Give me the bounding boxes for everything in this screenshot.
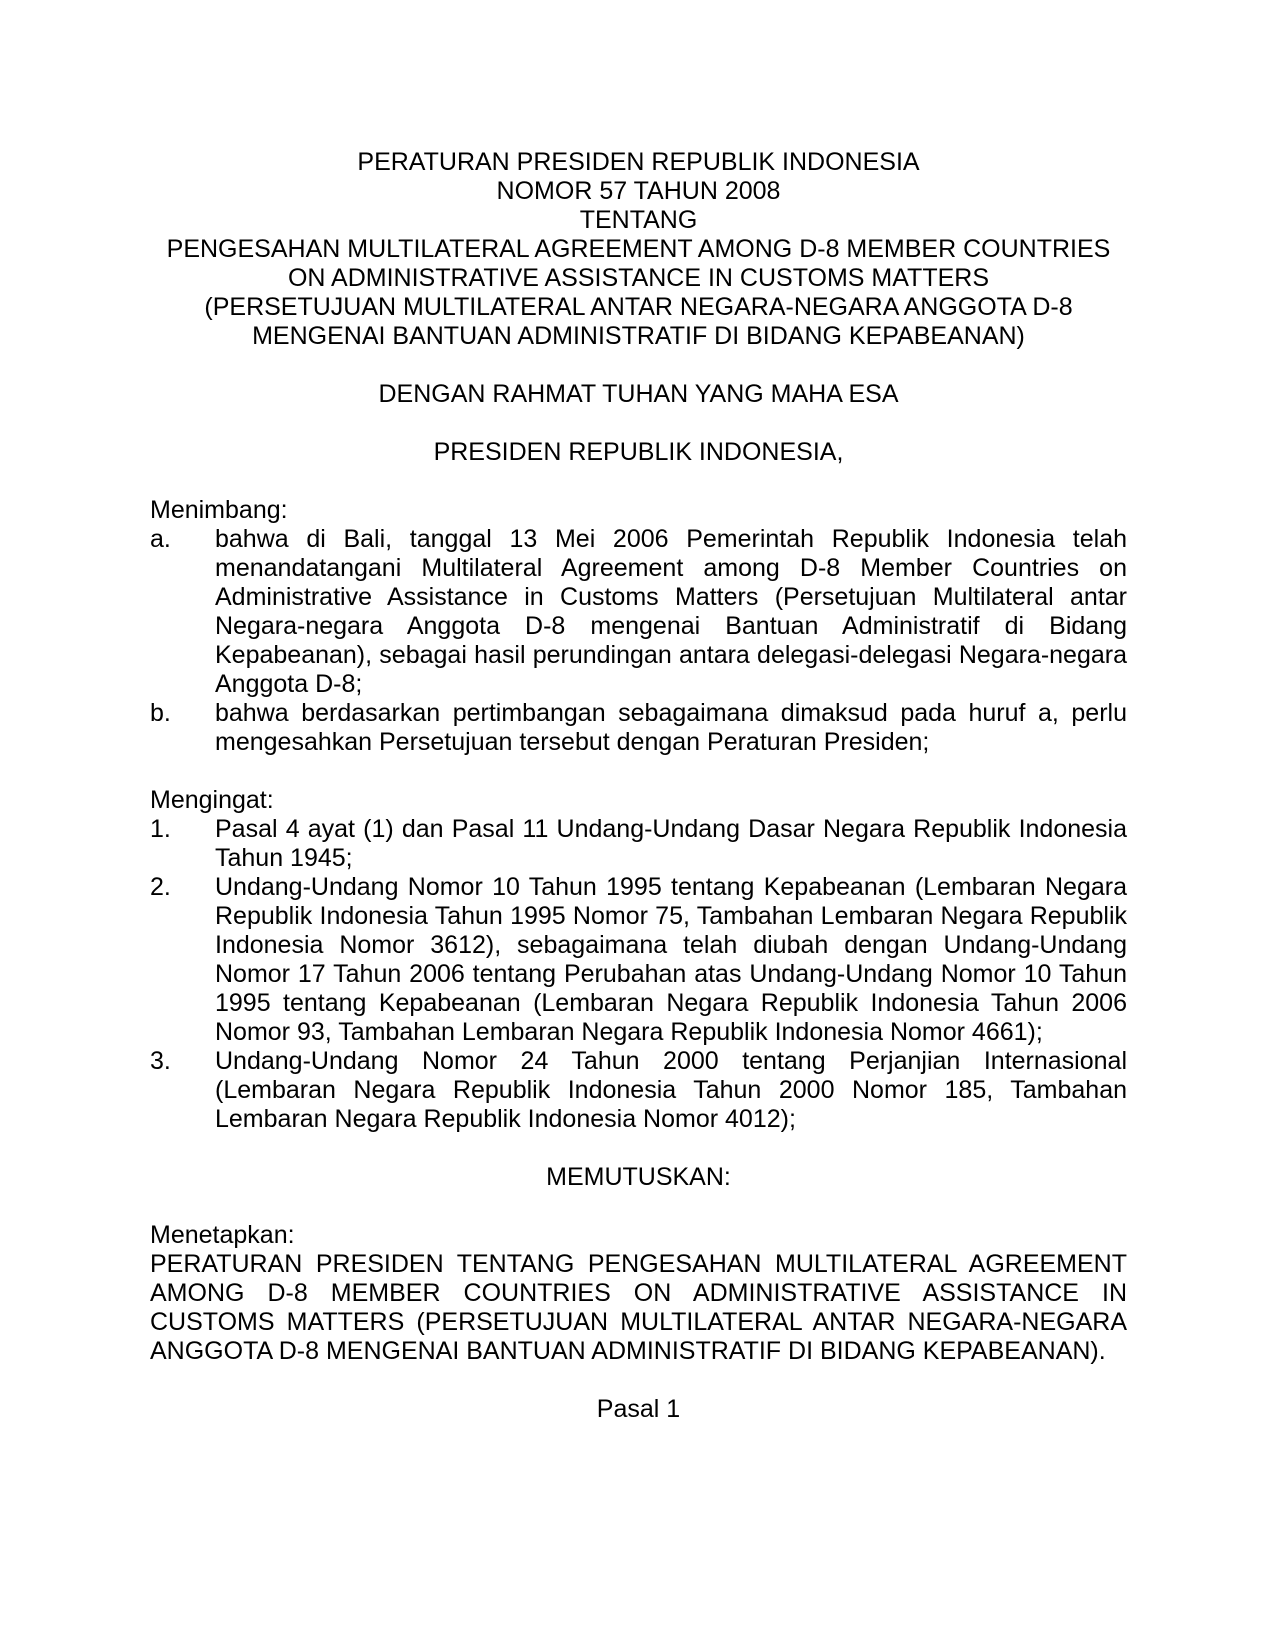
item-text: Pasal 4 ayat (1) dan Pasal 11 Undang-Undang Dasar Negara Republik Indonesia Tahun 1945;	[215, 815, 1127, 872]
spacer	[150, 1192, 1127, 1221]
title-line-regulation: PERATURAN PRESIDEN REPUBLIK INDONESIA	[357, 148, 920, 176]
title-line-subject-4: MENGENAI BANTUAN ADMINISTRATIF DI BIDANG KEPABEANAN)	[252, 322, 1025, 350]
considering-item-a	[150, 525, 1127, 699]
title-line-about: TENTANG	[579, 206, 698, 234]
item-label: 1.	[150, 815, 171, 843]
recalling-heading: Mengingat:	[150, 786, 274, 814]
recalling-item-3	[150, 1047, 1127, 1134]
item-text: bahwa di Bali, tanggal 13 Mei 2006 Pemerintah Republik Indonesia telah menandatangani Multilateral Agreement among D-8 Member Countries on Administrative Assistance in Customs Matters (Persetujuan Multilateral antar Negara-negara Anggota D-8 mengenai Bantuan Administratif di Bidang Kepabeanan), sebagai hasil perundingan antara delegasi-delegasi Negara-negara Anggota D-8;	[215, 525, 1127, 698]
considering-item-b	[150, 699, 1127, 757]
spacer	[150, 409, 1127, 438]
item-label: a.	[150, 525, 171, 553]
recalling-item-1	[150, 815, 1127, 873]
item-label: 3.	[150, 1047, 171, 1075]
item-text: Undang-Undang Nomor 10 Tahun 1995 tentang Kepabeanan (Lembaran Negara Republik Indonesia Tahun 1995 Nomor 75, Tambahan Lembaran Negara Republik Indonesia Nomor 3612), sebagaimana telah diubah dengan Undang-Undang Nomor 17 Tahun 2006 tentang Perubahan atas Undang-Undang Nomor 10 Tahun 1995 tentang Kepabeanan (Lembaran Negara Republik Indonesia Tahun 2006 Nomor 93, Tambahan Lembaran Negara Republik Indonesia Nomor 4661);	[215, 873, 1127, 1046]
item-text: Undang-Undang Nomor 24 Tahun 2000 tentang Perjanjian Internasional (Lembaran Negara Republik Indonesia Tahun 2000 Nomor 185, Tambahan Lembaran Negara Republik Indonesia Nomor 4012);	[215, 1047, 1127, 1133]
spacer	[150, 1134, 1127, 1163]
title-line-number: NOMOR 57 TAHUN 2008	[496, 177, 781, 205]
title-line-subject-3: (PERSETUJUAN MULTILATERAL ANTAR NEGARA-NEGARA ANGGOTA D-8	[204, 293, 1073, 321]
title-block	[150, 148, 1127, 351]
enacting-paragraph: PERATURAN PRESIDEN TENTANG PENGESAHAN MULTILATERAL AGREEMENT AMONG D-8 MEMBER COUNTRIES ON ADMINISTRATIVE ASSISTANCE IN CUSTOMS MATTERS (PERSETUJUAN MULTILATERAL ANTAR NEGARA-NEGARA ANGGOTA D-8 MENGENAI BANTUAN ADMINISTRATIF DI BIDANG KEPABEANAN).	[150, 1250, 1127, 1365]
enacting-heading: Menetapkan:	[150, 1221, 295, 1249]
issuer-line: PRESIDEN REPUBLIK INDONESIA,	[433, 438, 844, 466]
title-line-subject-1: PENGESAHAN MULTILATERAL AGREEMENT AMONG D-8 MEMBER COUNTRIES	[166, 235, 1111, 263]
invocation-line: DENGAN RAHMAT TUHAN YANG MAHA ESA	[378, 380, 899, 408]
spacer	[150, 1366, 1127, 1395]
item-text: bahwa berdasarkan pertimbangan sebagaimana dimaksud pada huruf a, perlu mengesahkan Persetujuan tersebut dengan Peraturan Presiden;	[215, 699, 1127, 756]
spacer	[150, 757, 1127, 786]
spacer	[150, 351, 1127, 380]
spacer	[150, 467, 1127, 496]
article-heading: Pasal 1	[596, 1395, 681, 1423]
title-line-subject-2: ON ADMINISTRATIVE ASSISTANCE IN CUSTOMS MATTERS	[287, 264, 989, 292]
item-label: b.	[150, 699, 171, 727]
recalling-item-2	[150, 873, 1127, 1047]
item-label: 2.	[150, 873, 171, 901]
considering-heading: Menimbang:	[150, 496, 288, 524]
decision-heading: MEMUTUSKAN:	[546, 1163, 731, 1191]
